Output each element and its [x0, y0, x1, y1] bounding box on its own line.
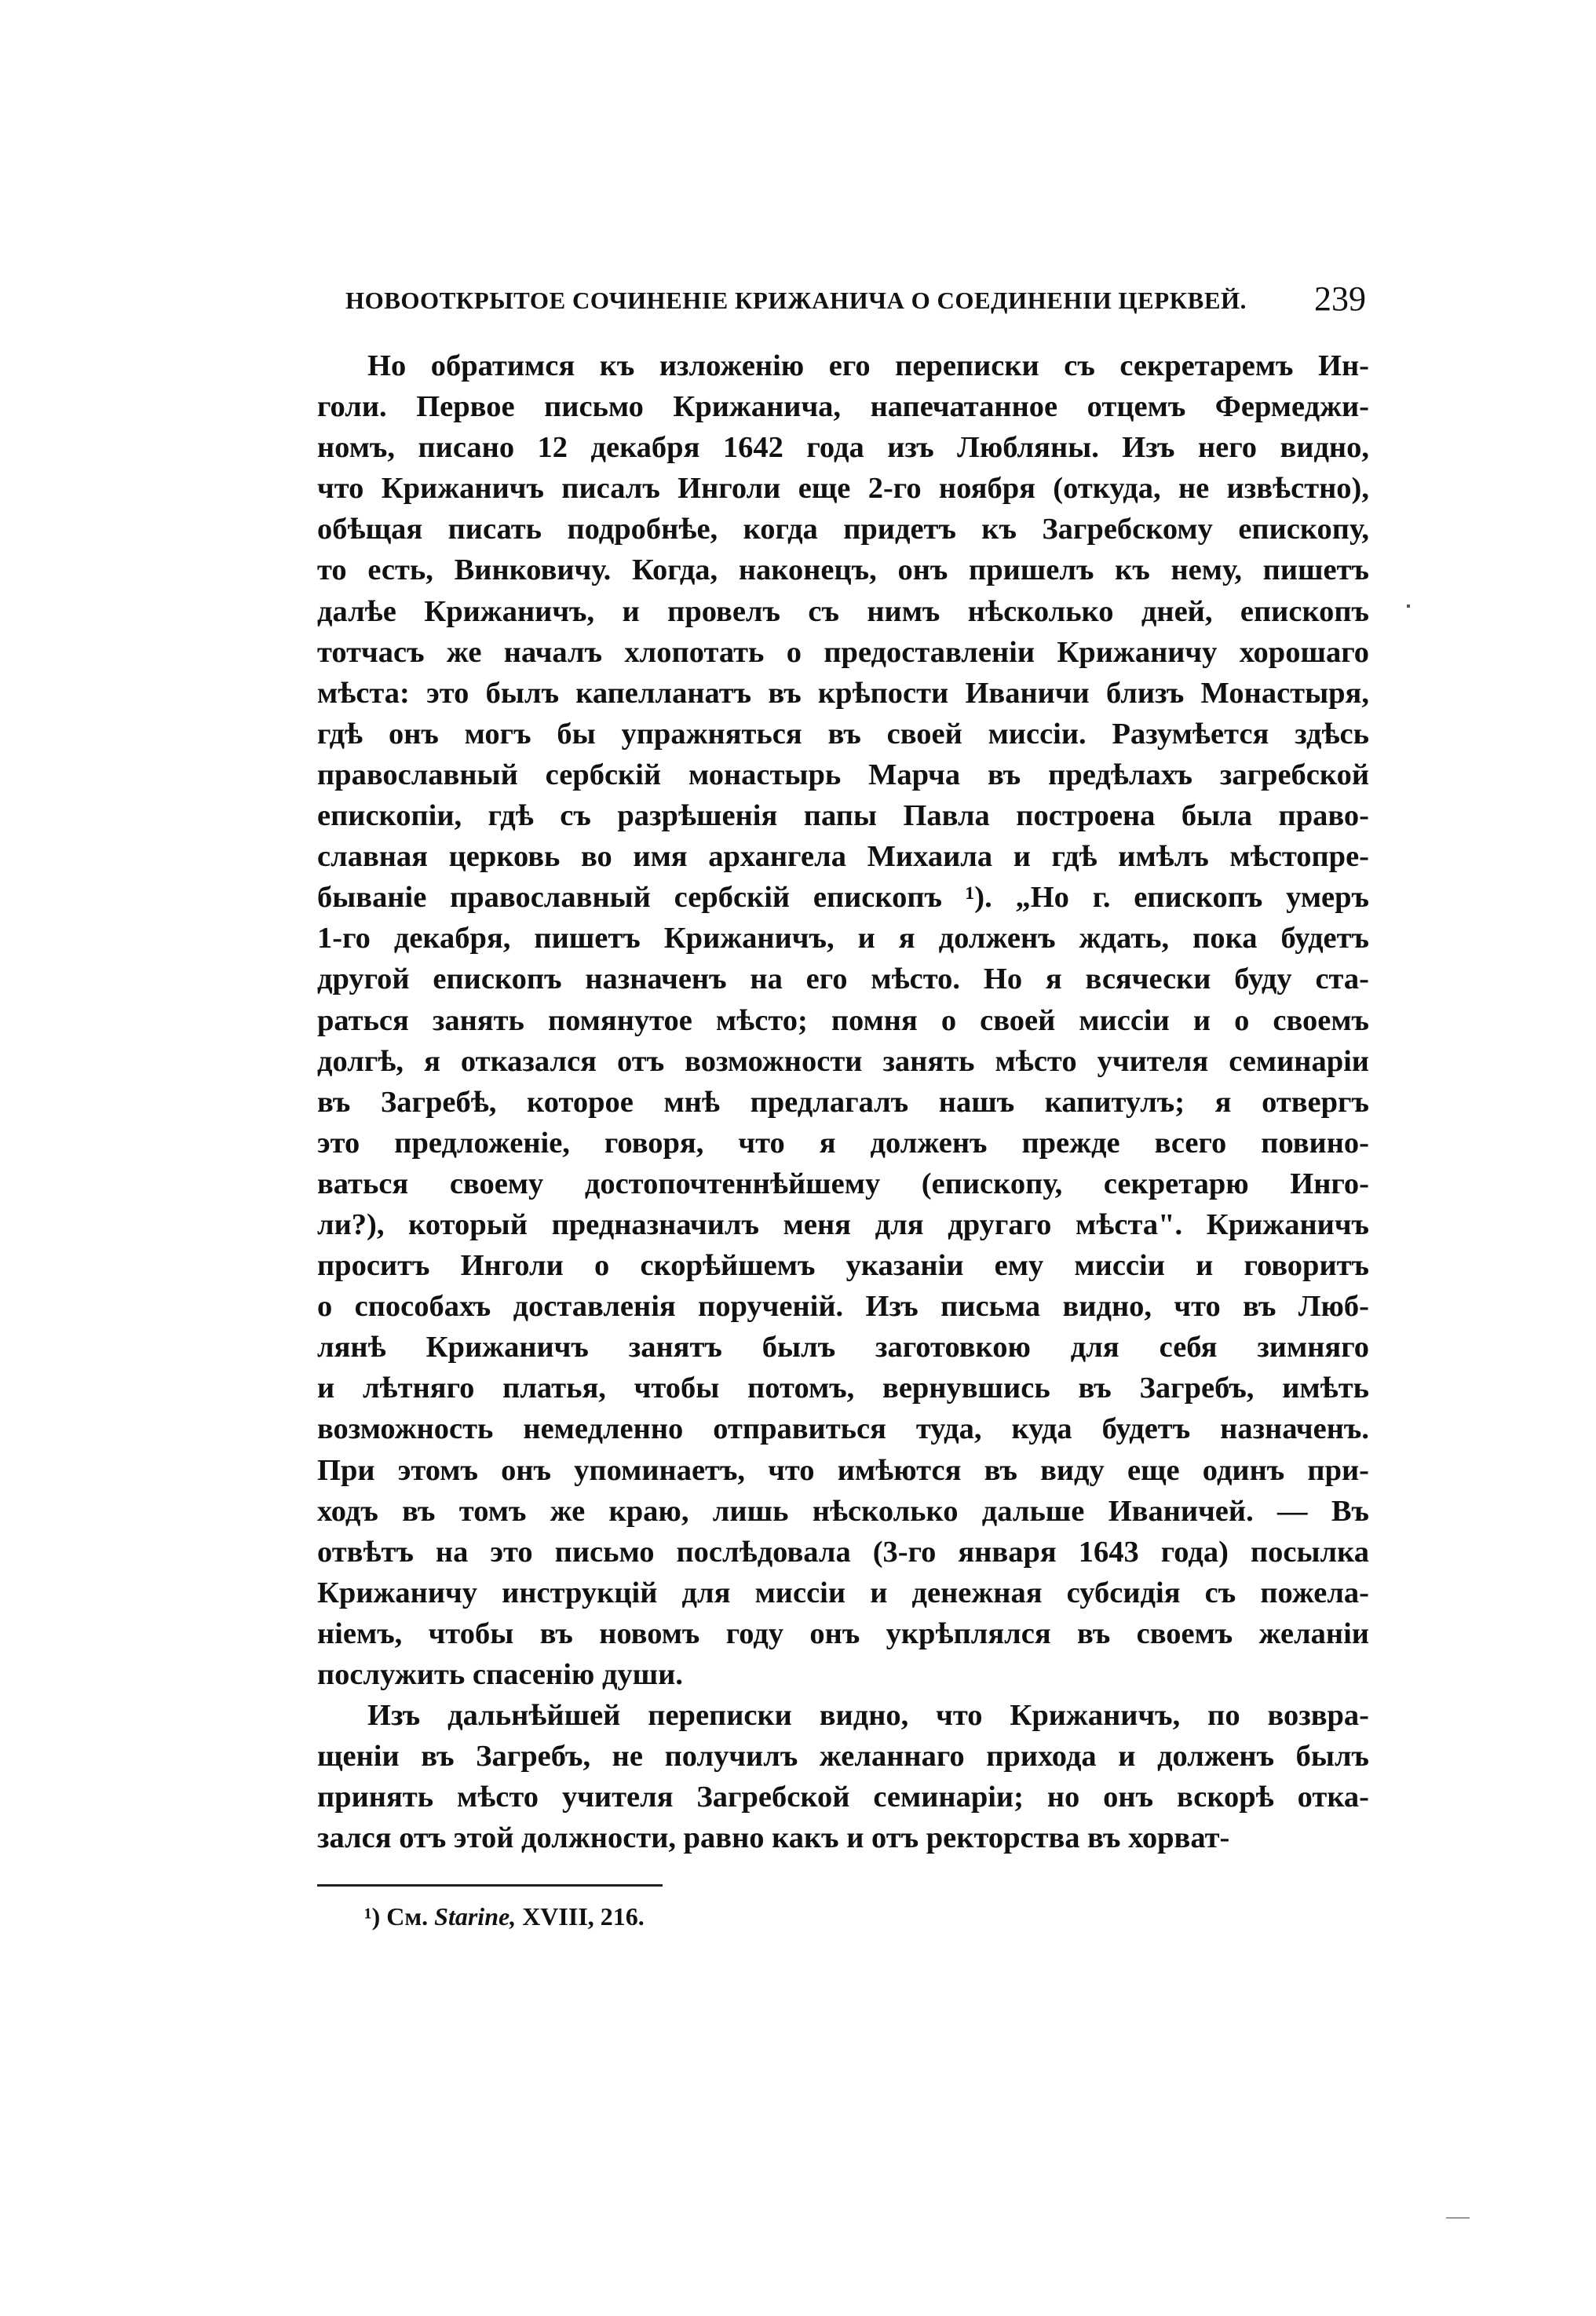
body-text: [317, 345, 1369, 1858]
text-line: о способахъ доставленія порученій. Изъ письма видно, что въ Люб-: [317, 1290, 1369, 1324]
scan-mark: [1446, 2217, 1470, 2219]
running-head: НОВООТКРЫТОЕ СОЧИНЕНІЕ КРИЖАНИЧА О СОЕДИНЕНІИ ЦЕРКВЕЙ.: [345, 287, 1247, 314]
text-line: епископіи, гдѣ съ разрѣшенія папы Павла построена была право-: [317, 799, 1369, 833]
text-line: зался отъ этой должности, равно какъ и отъ ректорства въ хорват-: [317, 1821, 1230, 1855]
text-line: проситъ Инголи о скорѣйшемъ указаніи ему миссіи и говоритъ: [317, 1249, 1369, 1283]
footnote-source-title: Starine,: [434, 1902, 517, 1931]
text-line: раться занять помянутое мѣсто; помня о своей миссіи и о своемъ: [317, 1003, 1369, 1037]
text-line: и лѣтняго платья, чтобы потомъ, вернувшись въ Загребъ, имѣть: [317, 1372, 1369, 1405]
text-line: При этомъ онъ упоминаетъ, что имѣются въ виду еще одинъ при-: [317, 1453, 1369, 1487]
text-line: щеніи въ Загребъ, не получилъ желаннаго прихода и долженъ былъ: [317, 1740, 1369, 1774]
text-line: долгѣ, я отказался отъ возможности занять мѣсто учителя семинаріи: [317, 1044, 1369, 1078]
text-line: гдѣ онъ могъ бы упражняться въ своей миссіи. Разумѣется здѣсь: [317, 717, 1369, 751]
text-line: номъ, писано 12 декабря 1642 года изъ Любляны. Изъ него видно,: [317, 431, 1369, 465]
text-line: славная церковь во имя архангела Михаила и гдѣ имѣлъ мѣстопре-: [317, 840, 1369, 874]
text-line: тотчасъ же началъ хлопотать о предоставленіи Крижаничу хорошаго: [317, 635, 1369, 669]
footnote-marker: ¹) См.: [364, 1902, 429, 1931]
text-line: Но обратимся къ изложенію его переписки съ секретаремъ Ин-: [367, 349, 1369, 382]
text-line: лянѣ Крижаничъ занятъ былъ заготовкою для себя зимняго: [317, 1331, 1369, 1364]
text-line: возможность немедленно отправиться туда, куда будетъ назначенъ.: [317, 1412, 1369, 1446]
text-line: ваться своему достопочтеннѣйшему (епископу, секретарю Инго-: [317, 1167, 1369, 1200]
text-line: ніемъ, чтобы въ новомъ году онъ укрѣплялся въ своемъ желаніи: [317, 1616, 1369, 1650]
text-line: православный сербскій монастырь Марча въ предѣлахъ загребской: [317, 758, 1369, 791]
text-line: мѣста: это былъ капелланатъ въ крѣпости Иваничи близъ Монастыря,: [317, 676, 1369, 710]
page-header: [345, 279, 1366, 326]
text-line: обѣщая писать подробнѣе, когда придетъ къ Загребскому епископу,: [317, 513, 1369, 546]
scan-speck: [1407, 605, 1410, 608]
text-line: принять мѣсто учителя Загребской семинаріи; но онъ вскорѣ отка-: [317, 1781, 1369, 1814]
text-line: голи. Первое письмо Крижанича, напечатанное отцемъ Фермеджи-: [317, 390, 1369, 424]
page-number: 239: [1314, 279, 1366, 318]
footnote-reference: XVIII, 216.: [522, 1902, 645, 1931]
text-line: въ Загребѣ, которое мнѣ предлагалъ нашъ капитулъ; я отвергъ: [317, 1085, 1369, 1119]
text-line: бываніе православный сербскій епископъ ¹). „Но г. епископъ умеръ: [317, 881, 1369, 915]
text-line: то есть, Винковичу. Когда, наконецъ, онъ пришелъ къ нему, пишетъ: [317, 553, 1369, 587]
footnote: [364, 1902, 645, 1931]
text-line: это предложеніе, говоря, что я долженъ прежде всего повино-: [317, 1126, 1369, 1160]
text-line: Крижаничу инструкцій для миссіи и денежная субсидія съ пожела-: [317, 1576, 1369, 1609]
text-line: 1-го декабря, пишетъ Крижаничъ, и я долженъ ждать, пока будетъ: [317, 922, 1369, 955]
text-line: отвѣтъ на это письмо послѣдовала (3-го января 1643 года) посылка: [317, 1535, 1369, 1569]
text-line: ходъ въ томъ же краю, лишь нѣсколько дальше Иваничей. — Въ: [317, 1494, 1369, 1528]
text-line: ли?), который предназначилъ меня для другаго мѣста". Крижаничъ: [317, 1207, 1369, 1241]
text-line: послужить спасенію души.: [317, 1658, 683, 1691]
footnote-divider: [317, 1884, 663, 1887]
text-line: что Крижаничъ писалъ Инголи еще 2-го ноября (откуда, не извѣстно),: [317, 472, 1369, 506]
text-line: другой епископъ назначенъ на его мѣсто. Но я всячески буду ста-: [317, 963, 1369, 996]
text-line: Изъ дальнѣйшей переписки видно, что Крижаничъ, по возвра-: [367, 1699, 1369, 1733]
text-line: далѣе Крижаничъ, и провелъ съ нимъ нѣсколько дней, епископъ: [317, 594, 1369, 628]
